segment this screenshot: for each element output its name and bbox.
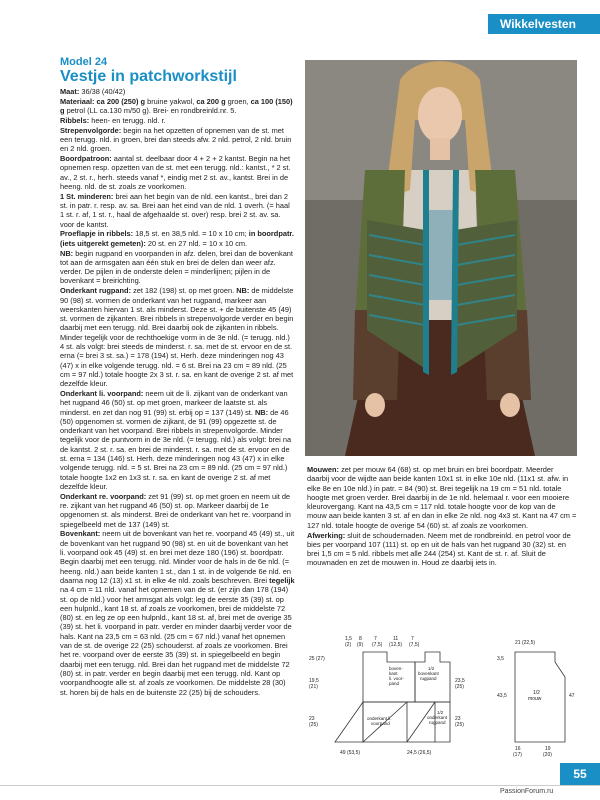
page-title: Vestje in patchworkstijl bbox=[60, 68, 237, 85]
paragraph-text: de 46 (50) opgenomen st. vormen de zijkant, de 91 (99) opgezette st. de onderkant van het voorpand. Brei ribbels in strepenvolgorde. Minder tegelijk voor de puntvorm in de 3e nld. (= terugg. nld.) als volgt: brei na de kantst. 2 st. r. sa. en brei de minderst. r. sa. met de st. ervoor en de st. erna = 134 (146) st. Herh. deze minderingen nog 43 (47) x in elke volgende terugg. nld. = 5 st. Brei na 23 cm = 89 nld. (25 cm = 97 nld.) totale hoogte 1x2 en 1x3 st. r. sa. en kant de overige 2 st. af met dezelfde kleur. bbox=[60, 407, 292, 491]
paragraph-label: tegelijk bbox=[269, 575, 295, 585]
paragraph-label: in boordpatr. (iets uitgerekt gemeten): bbox=[60, 229, 294, 248]
dim-top-6: (7,5) bbox=[372, 642, 383, 648]
paragraph-text: begin na het opzetten of opnemen van de st. met een terugg. nld. in groen, brei dan steeds afw. 2 nld. petrol, 2 nld. bruin en 2 nld. groen. bbox=[60, 125, 292, 154]
left-paragraph bbox=[60, 492, 295, 529]
page-number: 55 bbox=[560, 763, 600, 785]
instructions-right-column bbox=[307, 465, 577, 568]
paragraph-label: NB: bbox=[60, 248, 74, 258]
label-1: boven- bbox=[389, 666, 403, 671]
paragraph-label: ca 100 (150) g bbox=[60, 96, 293, 116]
sleeve-left-dim: 43,5 bbox=[497, 693, 507, 699]
dim-right-3: 23 bbox=[455, 716, 461, 722]
left-paragraph bbox=[60, 529, 295, 696]
label-8: 1/2 bbox=[437, 710, 444, 715]
dim-bottom-1: 49 (53,5) bbox=[340, 750, 361, 756]
left-paragraph bbox=[60, 87, 295, 96]
sleeve-bottom-2: (17) bbox=[513, 752, 522, 758]
label-4: pand bbox=[389, 681, 400, 686]
dim-left-1: 25 (27) bbox=[309, 656, 325, 662]
paragraph-text: zet 182 (198) st. op met groen. bbox=[131, 286, 237, 296]
left-paragraph bbox=[60, 229, 295, 248]
paragraph-label: Maat: bbox=[60, 87, 80, 96]
paragraph-text: brei aan het begin van de nld. een kantst., brei dan 2 st. in patr. r. resp. av. sa. Brei aan het eind van de nld. 1 overh. (= haal 1 st. r. af, 1 st. r., haal de afgehaalde st. over) resp. brei 2 st. av. sa. voor de kantst. bbox=[60, 191, 290, 229]
label-7: rugpand bbox=[420, 676, 437, 681]
sleeve-label-1: 1/2 bbox=[533, 690, 540, 696]
paragraph-label: Afwerking: bbox=[307, 530, 346, 540]
model-photo bbox=[305, 60, 577, 456]
body-schematic-svg bbox=[305, 632, 490, 762]
model-photo-illustration bbox=[305, 60, 577, 456]
left-paragraph bbox=[60, 249, 295, 286]
paragraph-label: Onderkant li. voorpand: bbox=[60, 389, 144, 398]
paragraph-label: ca 200 g bbox=[196, 96, 226, 106]
paragraph-label: NB: bbox=[254, 407, 269, 417]
paragraph-label: Ribbels: bbox=[60, 115, 90, 125]
dim-top-10: (7,5) bbox=[409, 642, 420, 648]
paragraph-label: Onderkant re. voorpand: bbox=[60, 491, 147, 501]
paragraph-text: begin rugpand en voorpanden in afz. delen, brei dan de bovenkant tot aan de armsgaten aan één stuk en brei de delen dan weer afz. verder. De pijlen in de onderste delen = minderlijnen; pijlen in de bovenkant = breirichting. bbox=[60, 248, 293, 286]
paragraph-text: 36/38 (40/42) bbox=[79, 87, 126, 96]
dim-right-1: 23,5 bbox=[455, 678, 465, 684]
dim-left-3: (21) bbox=[309, 684, 318, 690]
right-paragraph bbox=[307, 465, 577, 530]
footer-divider bbox=[0, 785, 600, 786]
instructions-left-column bbox=[60, 87, 295, 697]
paragraph-text: zet per mouw 64 (68) st. op met bruin en brei boordpatr. Meerder daarbij voor de wijdte aan beide kanten 10x1 st. in elke 10e nld. (11x1 st. afw. in elke 8e en 10e nld.) in patr. = 84 (90) st. Brei tegelijk na 19 cm = 51 nld. totale hoogte met groen verder. Brei daarbij in de 1e nld. helemaal r. voor een mooiere kleurovergang. Kant na 43,5 cm = 117 nld. totale hoogte voor de kop van de mouw aan beide kanten 3 st. af en dan in elke 2e nld. nog 4x3 st. Kant na 47 cm = 127 nld. totale hoogte de overige 54 (60) st. af zoals ze voorkomen. bbox=[307, 465, 577, 530]
site-credit: PassionForum.ru bbox=[500, 788, 554, 795]
dim-top-7: 11 bbox=[393, 636, 399, 642]
paragraph-text: heen- en terugg. nld. r. bbox=[89, 115, 166, 125]
dim-top-5: 7 bbox=[374, 636, 377, 642]
dim-top-3: 8 bbox=[359, 636, 362, 642]
right-paragraph bbox=[307, 531, 577, 568]
paragraph-label: Mouwen: bbox=[307, 465, 340, 474]
dim-left-5: (25) bbox=[309, 722, 318, 728]
paragraph-text: petrol (LL ca.130 m/50 g). Brei- en rondbreinld.nr. 5. bbox=[64, 106, 237, 116]
left-paragraph bbox=[60, 126, 295, 154]
paragraph-label: Proeflapje in ribbels: bbox=[60, 229, 134, 239]
paragraph-text: neem uit de bovenkant van het re. voorpand 45 (49) st., uit de bovenkant van het rugpand 90 (98) st. en uit de bovenkant van het li. voorpand ook 45 (49) st. en brei met deze 180 (196) st. boordpatr. Begin daarbij met een terugg. nld. Minder voor de hals in de 6e nld. (= heeng. nld.) aan beide kanten 1 st., dan 1 st. in de volgende 6e nld. en daarna nog 12 (13) x1 st. in elke 4e nld. zoals beschreven. Brei bbox=[60, 529, 295, 585]
sleeve-schematic bbox=[495, 632, 585, 762]
paragraph-label: NB: bbox=[236, 286, 250, 296]
paragraph-text: sluit de schoudernaden. Neem met de rondbreinld. en petrol voor de bies per voorpand 107 (111) st. op en uit de hals van het rugpand 30 (32) st. en brei 1,5 cm = 5 nld. ribbels met alle 244 (254) st. Kant de st. r. af. Sluit de mouwnaden en zet de mouwen in. Houd ze daarbij iets in. bbox=[307, 530, 571, 568]
sleeve-label-2: mouw bbox=[528, 696, 542, 702]
paragraph-label: Materiaal: ca 200 (250) g bbox=[60, 96, 146, 106]
sleeve-top-dim: 21 (22,5) bbox=[515, 640, 536, 646]
paragraph-text: neem uit de li. zijkant van de onderkant van het rugpand 46 (50) st. op met groen, markeer de laatste st. als minderst. en zet dan nog 91 (99) st. erbij op = 137 (149) st. bbox=[60, 389, 288, 417]
dim-bottom-2: 24,5 (26,5) bbox=[407, 750, 432, 756]
dim-top-1: 1,5 bbox=[345, 636, 352, 642]
dim-left-2: 19,5 bbox=[309, 678, 319, 684]
sleeve-bottom-3: 19 bbox=[545, 746, 551, 752]
dim-top-9: 7 bbox=[411, 636, 414, 642]
section-tab: Wikkelvesten bbox=[488, 14, 600, 34]
dim-top-4: (9) bbox=[357, 642, 364, 648]
label-6: bovenkant bbox=[418, 671, 439, 676]
label-9: onderkant bbox=[427, 715, 448, 720]
paragraph-text: na 4 cm = 11 nld. vanaf het opnemen van de st. (er zijn dan 178 (194) st. op de nld.) voor het armsgat als volgt: leg de eerste 35 (39) st. op een hulpnld., kant 18 st. af zoals ze voorkomen, brei de middelste 72 (80) st. en leg ze op een hulpnld., kant 18 st. af, brei met de overige 35 (39) st. het li. voorpand in patr. verder en minder daarbij verder voor de hals. Kant na 23,5 cm = 63 nld. (25 cm = 67 nld.) vanaf het opnemen van de st. de overige 22 (25) schouderst. af zoals ze voorkomen. Brei het re. voorpand over de eerste 35 (39) st. in spiegelbeeld en begin daarbij met een terugg. nld. Brei dan het rugpand met de middelste 72 (80) st. in patr. verder en begin daarbij met een terugg. nld. Kant op voorpandhoogte alle st. af zoals ze voorkomen. De middelste 28 (30) st. horen bij de hals en de buitenste 22 (25) bij de schouders. bbox=[60, 585, 292, 697]
left-paragraph bbox=[60, 192, 295, 229]
sleeve-schematic-svg bbox=[495, 632, 585, 762]
label-5: 1/2 bbox=[428, 666, 435, 671]
paragraph-label: Strepenvolgorde: bbox=[60, 125, 122, 135]
dim-right-2: (25) bbox=[455, 684, 464, 690]
left-paragraph bbox=[60, 286, 295, 388]
paragraph-label: Bovenkant: bbox=[60, 529, 101, 539]
label-3: li. voor- bbox=[389, 676, 404, 681]
sleeve-right-dim: 47 bbox=[569, 693, 575, 699]
sleeve-bottom-1: 16 bbox=[515, 746, 521, 752]
paragraph-text: groen, bbox=[225, 96, 251, 106]
label-12: voorpand bbox=[371, 721, 390, 726]
model-number: Model 24 bbox=[60, 56, 108, 68]
dim-left-4: 23 bbox=[309, 716, 315, 722]
paragraph-text: 20 st. en 27 nld. = 10 x 10 cm. bbox=[145, 238, 248, 248]
paragraph-label: Boordpatroon: bbox=[60, 154, 112, 164]
label-2: kant bbox=[389, 671, 398, 676]
dim-right-4: (25) bbox=[455, 722, 464, 728]
paragraph-text: de middelste 90 (98) st. vormen de onderkant van het rugpand, markeer aan weerskanten hiervan 1 st. als minderst. Deze st. + de buitenste 45 (49) st. vormen de zijkanten. Brei ribbels in strepenvolgorde verder en begin daarbij met een terugg. nld. Brei daarbij ook de zijkanten in ribbels. Minder tegelijk voor de rechthoekige vorm in de 3e nld. (= terugg. nld.) 4 st. als volgt: brei steeds de minderst. r. sa. met de st. ervoor en de st. erna (= brei 3 st. sa.) = 178 (194) st. Herh. deze minderingen nog 43 (47) x in elke volgende terugg. nld. = 6 st. Brei na 23 cm = 89 nld. (25 cm = 97 nld.) totale hoogte 2x 3 st. r. sa. en kant de overige 2 st. af met dezelfde kleur. bbox=[60, 286, 294, 389]
left-paragraph bbox=[60, 389, 295, 491]
sleeve-bottom-4: (20) bbox=[543, 752, 552, 758]
left-paragraph bbox=[60, 97, 295, 116]
left-paragraph bbox=[60, 116, 295, 125]
paragraph-label: 1 St. minderen: bbox=[60, 191, 114, 201]
body-schematic bbox=[305, 632, 490, 762]
paragraph-text: 18,5 st. en 38,5 nld. = 10 x 10 cm; bbox=[133, 229, 249, 239]
paragraph-label: Onderkant rugpand: bbox=[60, 286, 132, 296]
paragraph-text: bruine yakwol, bbox=[145, 96, 197, 106]
paragraph-text: zet 91 (99) st. op met groen en neem uit de re. zijkant van het rugpand 46 (50) st. op. Markeer daarbij de 1e opgenomen st. als minderst. Brei de onderkant van het re. voorpand in spiegelbeeld met de 137 (149) st. bbox=[60, 491, 291, 529]
sleeve-side-dim: 3,5 bbox=[497, 656, 504, 662]
left-paragraph bbox=[60, 154, 295, 191]
label-10: rugpand bbox=[429, 720, 446, 725]
dim-top-2: (2) bbox=[345, 642, 352, 648]
label-11: onderkant li. bbox=[367, 716, 392, 721]
paragraph-text: aantal st. deelbaar door 4 + 2 + 2 kantst. Begin na het opnemen resp. opzetten van de st. met een terugg. nld.: kantst., * 2 st. av., 2 st. r., herh. steeds vanaf *, eindig met 2 st. av., kantst. Brei in de heeng. nld. de st. zoals ze voorkomen. bbox=[60, 154, 291, 191]
dim-top-8: (12,5) bbox=[389, 642, 403, 648]
